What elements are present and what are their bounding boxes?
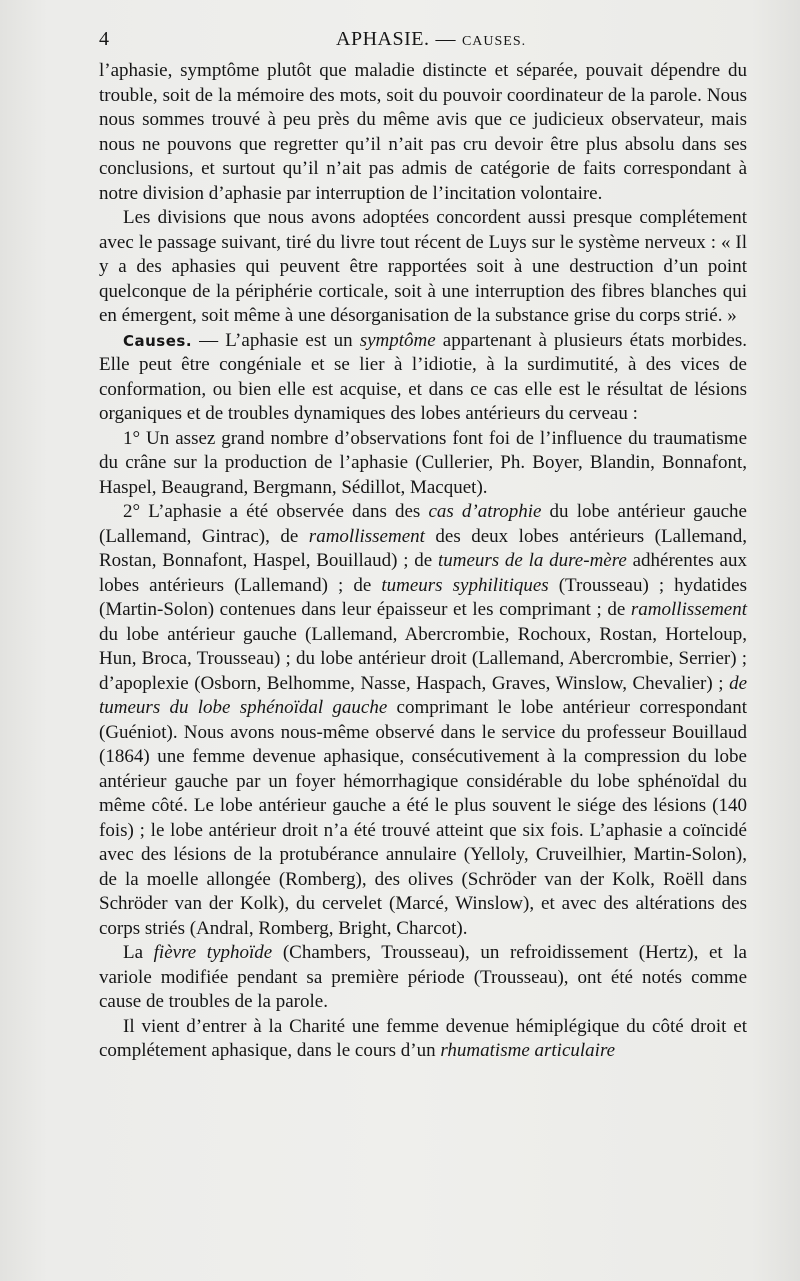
text-run: adhérentes aux lobes antérieurs (Lallemand) ; de — [99, 550, 747, 596]
italic-run: fièvre typhoïde — [153, 942, 273, 963]
section-title: CAUSES. — [461, 34, 527, 49]
text-run: l’aphasie, symptôme plutôt que maladie distincte et séparée, pouvait dépendre du trouble, soit de la mémoire des mots, soit du pouvoir coordinateur de la parole. Nous nous sommes trouvé à peu près du même avis que ce judicieux observateur, mais nous ne pouvons que regretter qu’il n’ait pas cru devoir être plus absolu dans ses conclusions, et surtout qu’il n’ait pas admis de catégorie de faits correspondant à notre division d’aphasie par interruption de l’incitation volontaire. — [99, 60, 747, 204]
text-run: La — [123, 942, 154, 963]
paragraph-p7 — [99, 1015, 747, 1064]
text-run: comprimant le lobe antérieur correspondant (Guéniot). Nous avons nous-même observé dans le service du professeur Bouillaud (1864) une femme devenue aphasique, consécutivement à la compression du lobe antérieur gauche par un foyer hémorrhagique considérable du lobe sphénoïdal du même côté. Le lobe antérieur gauche a été le plus souvent le siége des lésions (140 fois) ; le lobe antérieur droit n’a été trouvé atteint que six fois. L’aphasie a coïncidé avec des lésions de la protubérance annulaire (Yelloly, Cruveilhier, Martin-Solon), de la moelle allongée (Romberg), des olives (Schröder van der Kolk, Roëll dans Schröder van der Kolk), du cervelet (Marcé, Winslow), et avec des altérations des corps striés (Andral, Romberg, Bright, Charcot). — [99, 697, 748, 939]
text-run: (Trousseau) ; hydatides (Martin-Solon) contenues dans leur épaisseur et les comprimant ; de — [99, 574, 747, 620]
italic-run: cas d’atrophie — [428, 501, 542, 522]
text-run: Il vient d’entrer à la Charité une femme devenue hémiplégique du côté droit et complétement aphasique, dans le cours d’un — [99, 1015, 747, 1061]
paragraph-p6 — [99, 941, 747, 1015]
text-run: 1° Un assez grand nombre d’observations font foi de l’influence du traumatisme du crâne sur la production de l’aphasie (Cullerier, Ph. Boyer, Blandin, Bonnafont, Haspel, Beaugrand, Bergmann, Sédillot, Macquet). — [99, 427, 747, 498]
running-head — [99, 28, 747, 54]
italic-run: symptôme — [359, 329, 436, 351]
text-run: du lobe antérieur gauche (Lallemand, Gintrac), de — [99, 501, 747, 547]
text-run: 2° L’aphasie a été observée dans des — [123, 501, 429, 522]
text-run: des deux lobes antérieurs (Lallemand, Rostan, Bonnafont, Haspel, Bouillaud) ; de — [99, 525, 747, 571]
paragraph-p2 — [99, 206, 747, 329]
text-run: appartenant à plusieurs états morbides. Elle peut être congéniale et se lier à l’idiotie, à la surdimutité, à des vices de conformation, ou bien elle est acquise, et dans ce cas elle est le résultat de lésions organiques et de troubles dynamiques des lobes antérieurs du cerveau : — [99, 329, 747, 424]
paragraph-p4 — [99, 427, 747, 501]
section-label: Causes. — [123, 331, 193, 350]
body-text — [99, 59, 747, 1064]
italic-run: tumeurs de la dure-mère — [437, 550, 627, 571]
text-run: (Chambers, Trousseau), un refroidissement (Hertz), et la variole modifiée pendant sa première période (Trousseau), ont été notés comme cause de troubles de la parole. — [99, 942, 747, 1012]
running-title — [336, 28, 526, 51]
italic-run: ramollissement — [308, 525, 425, 547]
paragraph-p5 — [99, 500, 747, 941]
italic-run: rhumatisme articulaire — [440, 1040, 616, 1061]
text-run: — L’aphasie est un — [192, 329, 360, 351]
text-run: du lobe antérieur gauche (Lallemand, Abercrombie, Rochoux, Rostan, Horteloup, Hun, Broca, Trousseau) ; du lobe antérieur droit (Lallemand, Abercrombie, Serrier) ; d’apoplexie (Osborn, Belhomme, Nasse, Haspach, Graves, Winslow, Chevalier) ; — [99, 623, 747, 694]
text-run: Les divisions que nous avons adoptées concordent aussi presque complétement avec le passage suivant, tiré du livre tout récent de Luys sur le système nerveux : « Il y a des aphasies qui peuvent être rapportées soit à une destruction d’un point quelconque de la périphérie corticale, soit à une interruption des fibres blanches qui en émergent, soit même à une désorganisation de la substance grise du corps strié. » — [99, 207, 747, 326]
italic-run: tumeurs syphilitiques — [381, 574, 549, 596]
paragraph-p1 — [99, 59, 747, 206]
italic-run: ramollissement — [630, 599, 747, 620]
italic-run: de tumeurs du lobe sphénoïdal gauche — [99, 672, 747, 718]
paragraph-p3 — [99, 329, 747, 427]
title-dash: — — [435, 28, 456, 50]
chapter-title: APHASIE. — [336, 28, 430, 50]
page-number: 4 — [99, 28, 109, 50]
